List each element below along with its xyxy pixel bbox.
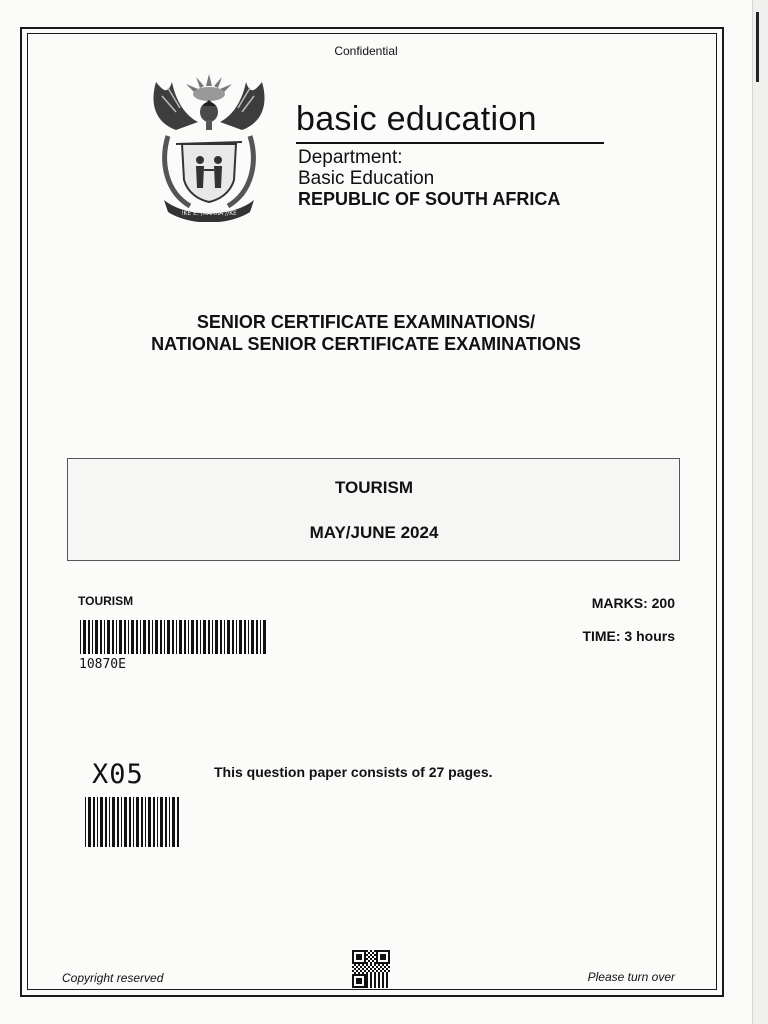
subject-box bbox=[67, 458, 680, 561]
page-count-note: This question paper consists of 27 pages. bbox=[214, 764, 493, 780]
confidential-label: Confidential bbox=[334, 44, 398, 58]
department-label: Department: bbox=[298, 147, 403, 168]
turn-over-note: Please turn over bbox=[587, 970, 675, 984]
coat-of-arms-icon bbox=[146, 72, 272, 222]
copyright-notice: Copyright reserved bbox=[62, 971, 164, 985]
brand-title: basic education bbox=[296, 100, 537, 138]
time-allowed: TIME: 3 hours bbox=[582, 628, 675, 644]
brand-underline bbox=[296, 142, 604, 144]
svg-text:!KE E: /XARRA //KE: !KE E: /XARRA //KE bbox=[181, 210, 237, 217]
page-edge bbox=[752, 0, 768, 1024]
country-name: REPUBLIC OF SOUTH AFRICA bbox=[298, 189, 561, 209]
exam-title-line2: NATIONAL SENIOR CERTIFICATE EXAMINATIONS bbox=[151, 334, 581, 354]
paper-code: X05 bbox=[92, 759, 144, 790]
paper-barcode-icon bbox=[85, 797, 181, 847]
subject-title: TOURISM bbox=[334, 478, 414, 497]
barcode-number: 10870E bbox=[79, 657, 126, 672]
subject-code-label: TOURISM bbox=[78, 594, 134, 608]
department-name: Basic Education bbox=[298, 168, 435, 189]
marks-total: MARKS: 200 bbox=[591, 595, 675, 611]
exam-session: MAY/JUNE 2024 bbox=[309, 523, 439, 542]
qr-code-icon bbox=[352, 950, 390, 988]
exam-title-line1: SENIOR CERTIFICATE EXAMINATIONS/ bbox=[196, 312, 536, 332]
barcode-icon bbox=[80, 620, 268, 654]
